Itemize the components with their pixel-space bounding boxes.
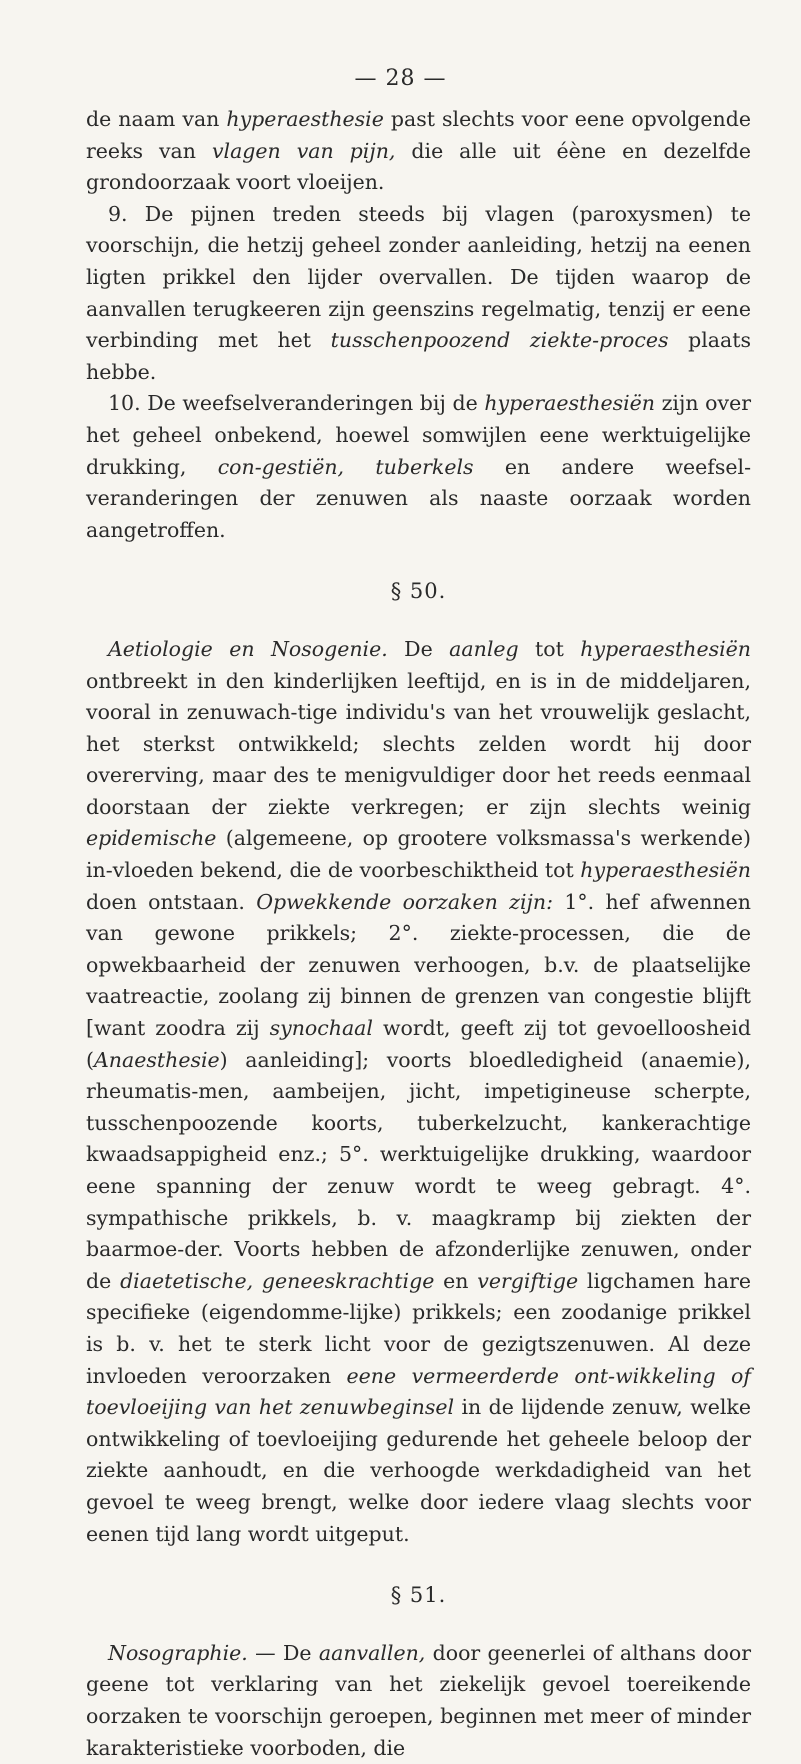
section-heading-50: § 50. bbox=[390, 579, 447, 604]
paragraph-10: 10. De weefselveranderingen bij de hyperaesthesiën zijn over het geheel onbekend, hoewel somwijlen eene werktuigelijke drukking, con-gestiën, tuberkels en andere weefsel-veranderingen der zenuwen als naaste oorzaak worden aangetroffen. bbox=[86, 391, 751, 542]
page-body bbox=[86, 104, 751, 1764]
paragraph-continuation: de naam van hyperaesthesie past slechts voor eene opvolgende reeks van vlagen van pijn, die alle uit éène en dezelfde grondoorzaak voort vloeijen. bbox=[86, 107, 751, 195]
section-heading-51: § 51. bbox=[390, 1583, 447, 1608]
page-number: — 28 — bbox=[354, 66, 447, 91]
paragraph-9: 9. De pijnen treden steeds bij vlagen (paroxysmen) te voorschijn, die hetzij geheel zonder aanleiding, hetzij na eenen ligten prikkel den lijder overvallen. De tijden waarop de aanvallen terugkeeren zijn geenszins regelmatig, tenzij er eene verbinding met het tusschenpoozend ziekte-proces plaats hebbe. bbox=[86, 201, 751, 384]
paragraph-nosographie: Nosographie. — De aanvallen, door geenerlei of althans door geene tot verklaring van het ziekelijk gevoel toereikende oorzaken te voorschijn geroepen, beginnen met meer of minder karakteristieke voorboden, die bbox=[86, 1640, 751, 1760]
paragraph-aetiologie: Aetiologie en Nosogenie. De aanleg tot hyperaesthesiën ontbreekt in den kinderlijken leeftijd, en is in de middeljaren, vooral in zenuwach-tige individu's van het vrouwelijk geslacht, het sterkst ontwikkeld; slechts zelden wordt hij door overerving, maar des te menigvuldiger door het reeds eenmaal doorstaan der ziekte verkregen; er zijn slechts weinig epidemische (algemeene, op grootere volksmassa's werkende) in-vloeden bekend, die de voorbeschiktheid tot hyperaesthesiën doen ontstaan. Opwekkende oorzaken zijn: 1°. hef afwennen van gewone prikkels; 2°. ziekte-processen, die de opwekbaarheid der zenuwen verhoogen, b.v. de plaatselijke vaatreactie, zoolang zij binnen de grenzen van congestie blijft [want zoodra zij synochaal wordt, geeft zij tot gevoelloosheid (Anaesthesie) aanleiding]; voorts bloedledigheid (anaemie), rheumatis-men, aambeijen, jicht, impetigineuse scherpte, tusschenpoozende koorts, tuberkelzucht, kankerachtige kwaadsappigheid enz.; 5°. werktuigelijke drukking, waardoor eene spanning der zenuw wordt te weeg gebragt. 4°. sympathische prikkels, b. v. maagkramp bij ziekten der baarmoe-der. Voorts hebben de afzonderlijke zenuwen, onder de diaetetische, geneeskrachtige en vergiftige ligchamen hare specifieke (eigendomme-lijke) prikkels; een zoodanige prikkel is b. v. het te sterk licht voor de gezigtszenuwen. Al deze invloeden veroorzaken eene vermeerderde ont-wikkeling of toevloeijing van het zenuwbeginsel in de lijdende zenuw, welke ontwikkeling of toevloeijing gedurende het geheele beloop der ziekte aanhoudt, en die verhoogde werkdadigheid van het gevoel te weeg brengt, welke door iedere vlaag slechts voor eenen tijd lang wordt uitgeput. bbox=[86, 636, 751, 1546]
